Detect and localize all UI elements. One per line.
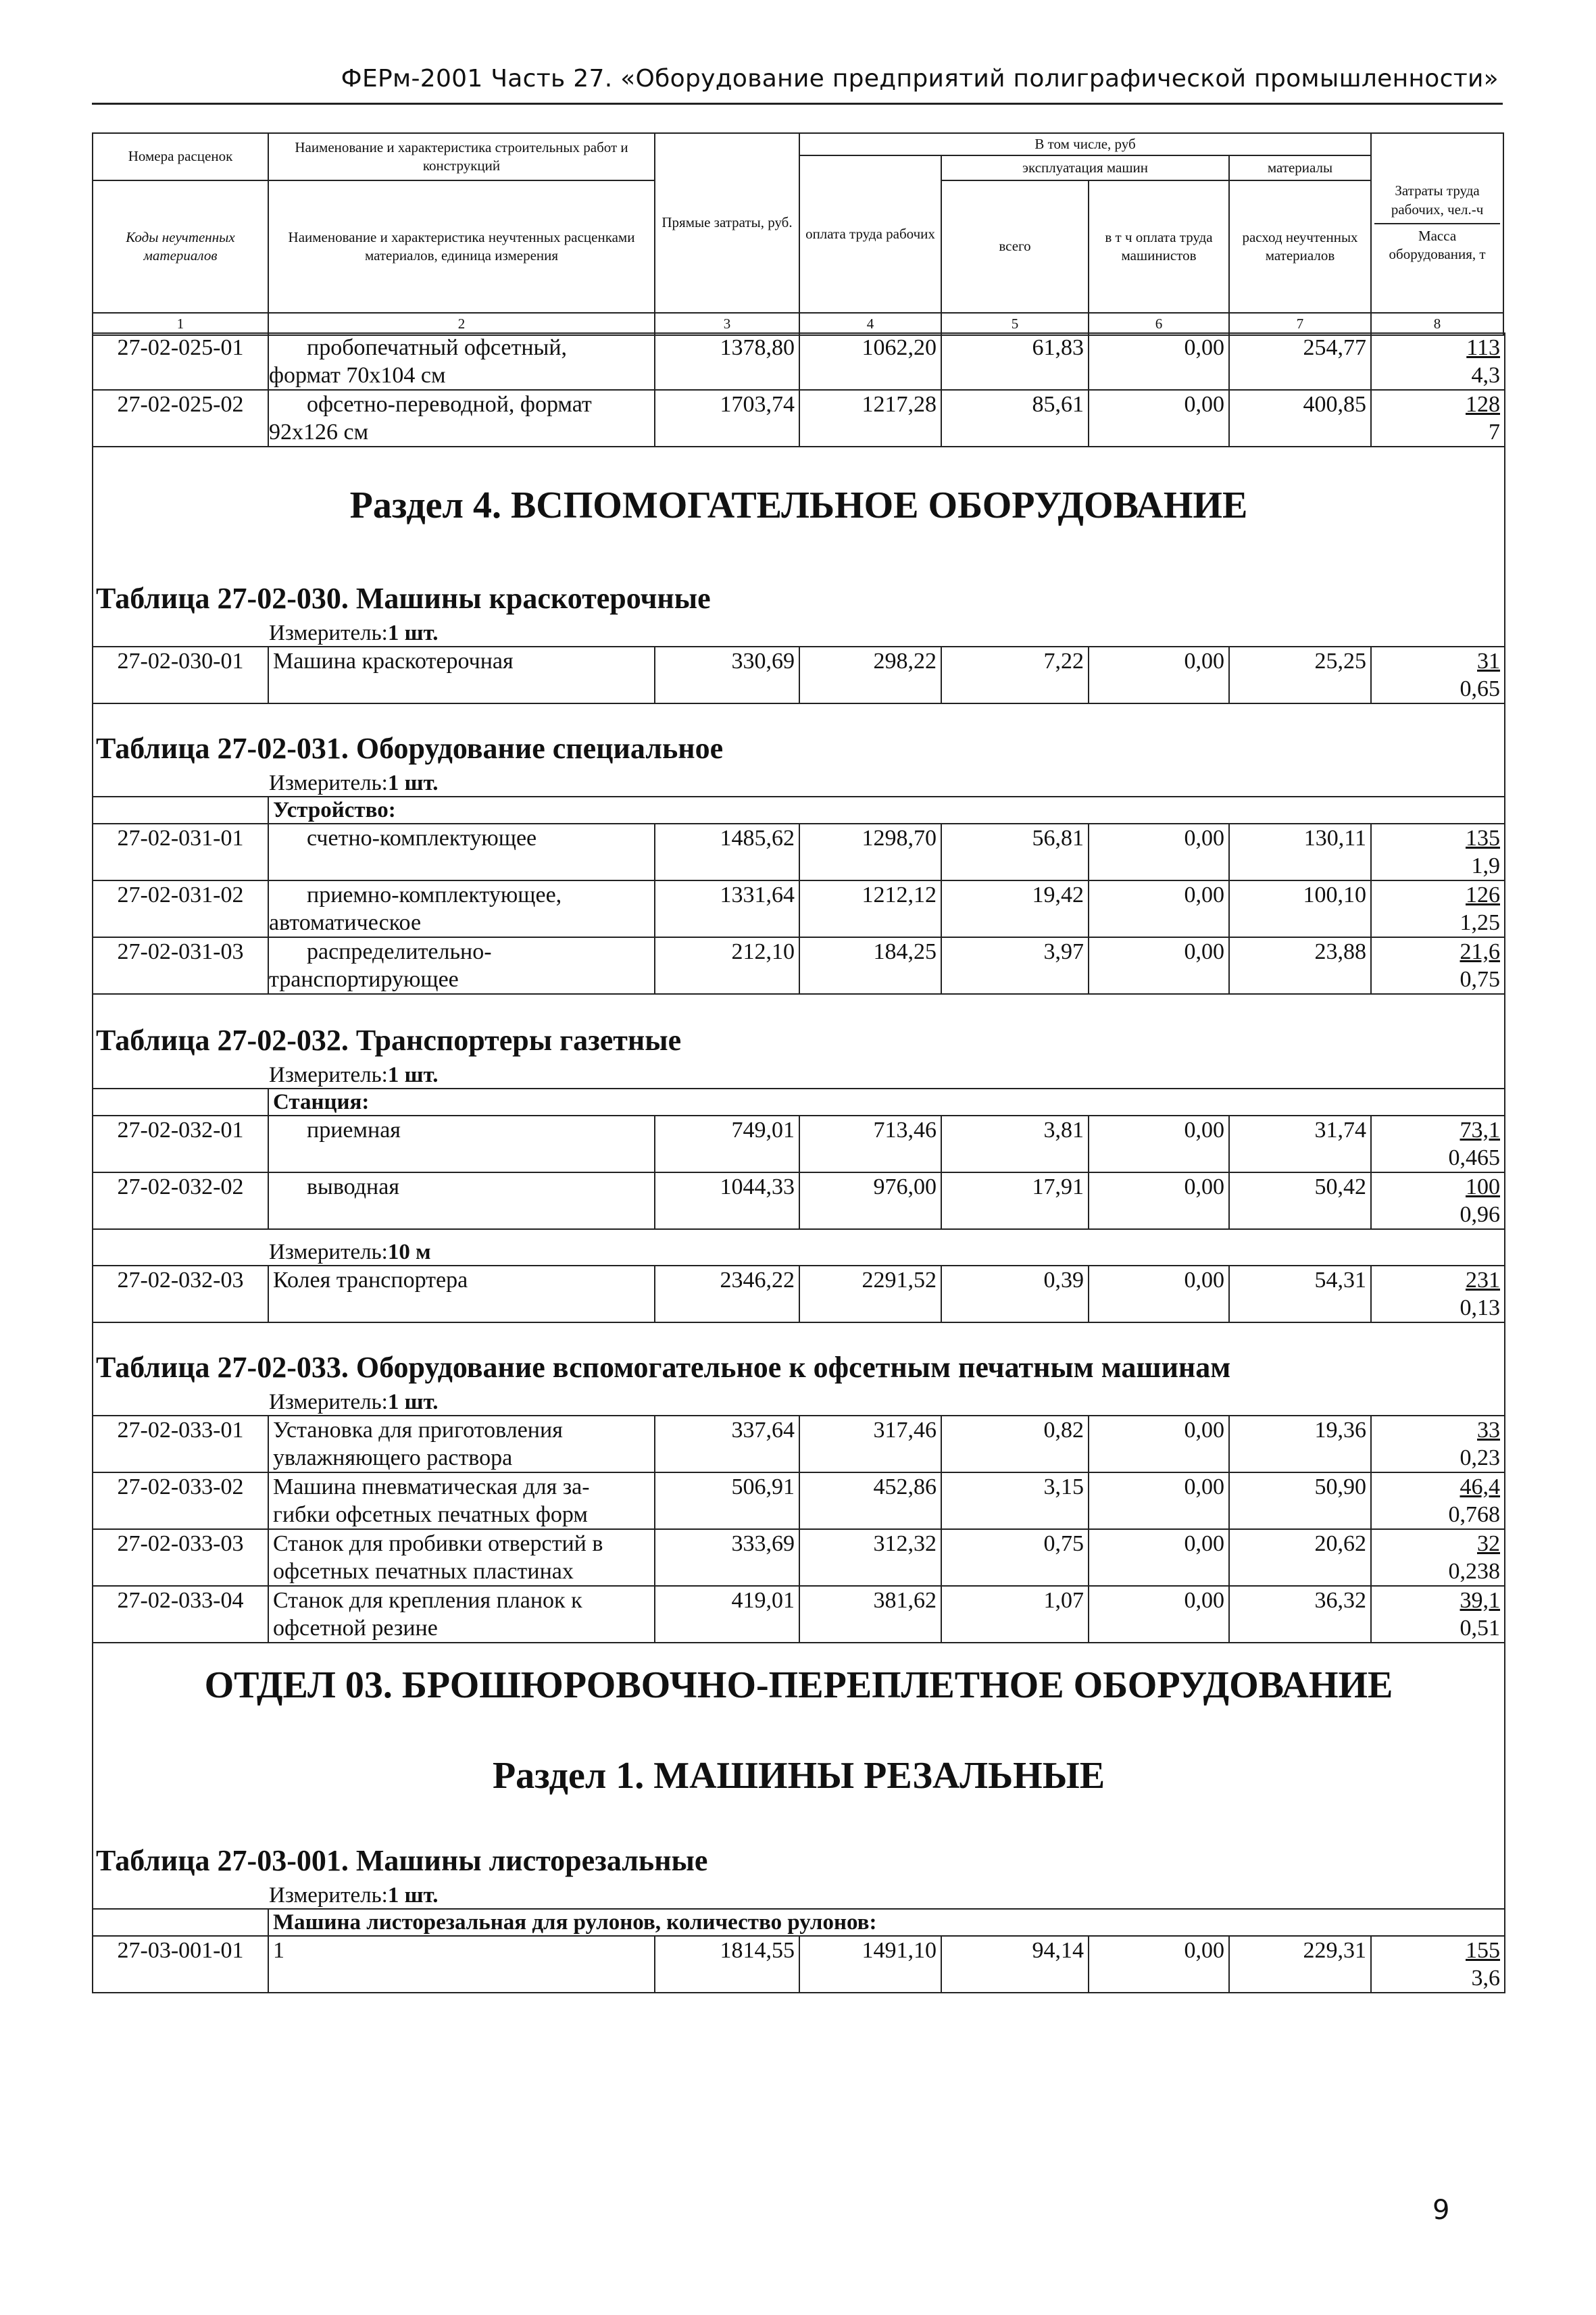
row-name-line1: Станок для крепления планок к <box>273 1588 582 1613</box>
table-row <box>93 1585 1504 1642</box>
hdr-col4: оплата труда рабочих <box>799 155 941 313</box>
machinist-cost: 0,00 <box>1089 938 1230 993</box>
equipment-mass: 0,75 <box>1460 967 1500 992</box>
equipment-mass: 0,465 <box>1448 1145 1500 1170</box>
labor-cost: 312,32 <box>800 1530 942 1585</box>
row-code: 27-02-033-04 <box>93 1587 269 1642</box>
hdr-materials: материалы <box>1229 155 1371 180</box>
labor-hours <box>1376 1530 1500 1558</box>
labor-cost: 452,86 <box>800 1473 942 1528</box>
hours-mass <box>1372 1473 1504 1528</box>
running-header: ФЕРм-2001 Часть 27. «Оборудование предприятий полиграфической промышленности» <box>341 65 1499 93</box>
hdr-num: 7 <box>1229 313 1371 335</box>
measure-label: Измеритель: <box>269 621 388 645</box>
section-heading: Раздел 1. МАШИНЫ РЕЗАЛЬНЫЕ <box>492 1755 1105 1797</box>
machinist-cost: 0,00 <box>1089 881 1230 937</box>
row-name-line1: Колея транспортера <box>273 1268 468 1293</box>
materials-cost: 254,77 <box>1230 334 1372 389</box>
row-name <box>269 1937 655 1992</box>
equipment-mass: 0,238 <box>1448 1559 1500 1584</box>
hours-mass <box>1372 334 1504 389</box>
measure-label: Измеритель: <box>269 1390 388 1414</box>
measure-label: Измеритель: <box>269 771 388 795</box>
labor-cost: 184,25 <box>800 938 942 993</box>
hdr-col1-bottom: Коды неучтенных материалов <box>93 180 268 313</box>
row-name-line2: формат 70х104 см <box>269 363 446 388</box>
machine-cost: 0,39 <box>942 1266 1089 1322</box>
subheading <box>93 1908 1504 1935</box>
machine-cost: 1,07 <box>942 1587 1089 1642</box>
equipment-mass: 1,9 <box>1471 853 1500 878</box>
table-row <box>93 1265 1504 1322</box>
row-name <box>269 1587 655 1642</box>
hdr-machines: эксплуатация машин <box>941 155 1229 180</box>
labor-cost: 976,00 <box>800 1173 942 1228</box>
labor-hours-value: 39,1 <box>1460 1588 1500 1613</box>
table-row <box>93 823 1504 880</box>
row-name <box>269 1116 655 1172</box>
subheading <box>93 1088 1504 1115</box>
table-title: Таблица 27-02-031. Оборудование специальное <box>96 732 724 765</box>
machinist-cost: 0,00 <box>1089 1587 1230 1642</box>
row-name-line1: приемная <box>307 1118 401 1143</box>
labor-hours-value: 33 <box>1477 1418 1500 1443</box>
row-code: 27-02-030-01 <box>93 647 269 703</box>
equipment-mass: 0,65 <box>1460 676 1500 701</box>
hdr-num: 3 <box>655 313 799 335</box>
machine-cost: 56,81 <box>942 824 1089 880</box>
hours-mass <box>1372 1266 1504 1322</box>
row-name-line2: офсетных печатных пластинах <box>273 1559 574 1584</box>
machinist-cost: 0,00 <box>1089 1416 1230 1472</box>
machinist-cost: 0,00 <box>1089 1266 1230 1322</box>
table-row <box>93 646 1504 703</box>
labor-hours-value: 231 <box>1466 1268 1500 1293</box>
row-name <box>269 1173 655 1228</box>
direct-cost: 1703,74 <box>655 391 800 446</box>
row-code: 27-02-031-03 <box>93 938 269 993</box>
hdr-group: В том числе, руб <box>799 133 1371 155</box>
materials-cost: 54,31 <box>1230 1266 1372 1322</box>
labor-hours-value: 21,6 <box>1460 939 1500 964</box>
measure-value: 10 м <box>387 1240 431 1264</box>
labor-hours <box>1376 938 1500 966</box>
machine-cost: 0,82 <box>942 1416 1089 1472</box>
hours-mass <box>1372 938 1504 993</box>
machine-cost: 3,97 <box>942 938 1089 993</box>
direct-cost: 749,01 <box>655 1116 800 1172</box>
row-code: 27-02-033-02 <box>93 1473 269 1528</box>
row-code: 27-02-025-02 <box>93 391 269 446</box>
section-heading: Раздел 4. ВСПОМОГАТЕЛЬНОЕ ОБОРУДОВАНИЕ <box>349 484 1248 526</box>
row-name <box>269 824 655 880</box>
hdr-num: 6 <box>1089 313 1229 335</box>
labor-cost: 2291,52 <box>800 1266 942 1322</box>
row-code: 27-03-001-01 <box>93 1937 269 1992</box>
table-title: Таблица 27-02-032. Транспортеры газетные <box>96 1024 682 1057</box>
hdr-col2-bottom: Наименование и характеристика неучтенных расценками материалов, единица измерения <box>268 180 655 313</box>
machine-cost: 94,14 <box>942 1937 1089 1992</box>
row-code: 27-02-025-01 <box>93 334 269 389</box>
labor-cost: 381,62 <box>800 1587 942 1642</box>
row-code: 27-02-033-03 <box>93 1530 269 1585</box>
equipment-mass: 1,25 <box>1460 910 1500 935</box>
materials-cost: 23,88 <box>1230 938 1372 993</box>
machinist-cost: 0,00 <box>1089 391 1230 446</box>
row-code: 27-02-033-01 <box>93 1416 269 1472</box>
row-code: 27-02-032-01 <box>93 1116 269 1172</box>
measure-unit <box>93 1228 1504 1265</box>
measure-label: Измеритель: <box>269 1883 388 1908</box>
labor-cost: 1212,12 <box>800 881 942 937</box>
labor-cost: 317,46 <box>800 1416 942 1472</box>
labor-hours-value: 46,4 <box>1460 1474 1500 1499</box>
hours-mass <box>1372 1587 1504 1642</box>
direct-cost: 1814,55 <box>655 1937 800 1992</box>
table-title: Таблица 27-02-030. Машины краскотерочные <box>96 582 711 615</box>
materials-cost: 20,62 <box>1230 1530 1372 1585</box>
row-code: 27-02-032-02 <box>93 1173 269 1228</box>
direct-cost: 1044,33 <box>655 1173 800 1228</box>
direct-cost: 1331,64 <box>655 881 800 937</box>
row-name-line1: 1 <box>273 1938 284 1963</box>
table-row <box>93 389 1504 446</box>
labor-hours-value: 31 <box>1477 649 1500 674</box>
direct-cost: 330,69 <box>655 647 800 703</box>
table-row <box>93 332 1504 389</box>
labor-hours <box>1376 1937 1500 1964</box>
labor-hours <box>1376 391 1500 418</box>
labor-hours-value: 128 <box>1466 392 1500 417</box>
direct-cost: 419,01 <box>655 1587 800 1642</box>
hdr-num: 2 <box>268 313 655 335</box>
hdr-col5: всего <box>941 180 1089 313</box>
labor-hours <box>1376 1116 1500 1144</box>
labor-hours <box>1376 1473 1500 1501</box>
materials-cost: 25,25 <box>1230 647 1372 703</box>
row-name <box>269 881 655 937</box>
hours-mass <box>1372 1116 1504 1172</box>
subheading-text: Станция: <box>273 1090 370 1114</box>
machinist-cost: 0,00 <box>1089 1116 1230 1172</box>
direct-cost: 1378,80 <box>655 334 800 389</box>
machine-cost: 19,42 <box>942 881 1089 937</box>
labor-cost: 713,46 <box>800 1116 942 1172</box>
materials-cost: 100,10 <box>1230 881 1372 937</box>
equipment-mass: 0,13 <box>1460 1295 1500 1320</box>
row-name-line2: увлажняющего раствора <box>273 1445 513 1470</box>
subheading <box>93 796 1504 823</box>
hours-mass <box>1372 824 1504 880</box>
machine-cost: 61,83 <box>942 334 1089 389</box>
labor-hours-value: 155 <box>1466 1938 1500 1963</box>
subheading-text: Устройство: <box>273 798 396 822</box>
machine-cost: 3,81 <box>942 1116 1089 1172</box>
machine-cost: 3,15 <box>942 1473 1089 1528</box>
machine-cost: 7,22 <box>942 647 1089 703</box>
row-code: 27-02-031-02 <box>93 881 269 937</box>
materials-cost: 229,31 <box>1230 1937 1372 1992</box>
equipment-mass: 0,768 <box>1448 1502 1500 1527</box>
table-title: Таблица 27-03-001. Машины листорезальные <box>96 1844 708 1877</box>
row-name <box>269 334 655 389</box>
hours-mass <box>1372 1530 1504 1585</box>
hdr-col1-top: Номера расценок <box>93 133 268 180</box>
measure-unit <box>93 1055 1504 1088</box>
materials-cost: 36,32 <box>1230 1587 1372 1642</box>
row-name-line2: гибки офсетных печатных форм <box>273 1502 588 1527</box>
materials-cost: 19,36 <box>1230 1416 1372 1472</box>
equipment-mass: 3,6 <box>1471 1966 1500 1991</box>
labor-hours-value: 126 <box>1466 882 1500 907</box>
hdr-col3: Прямые затраты, руб. <box>655 133 799 313</box>
hdr-num: 8 <box>1371 313 1503 335</box>
column-header-table <box>92 132 1504 336</box>
labor-hours <box>1376 647 1500 675</box>
row-name-line1: Станок для пробивки отверстий в <box>273 1531 603 1556</box>
direct-cost: 506,91 <box>655 1473 800 1528</box>
table-row <box>93 1528 1504 1585</box>
materials-cost: 50,42 <box>1230 1173 1372 1228</box>
direct-cost: 1485,62 <box>655 824 800 880</box>
machinist-cost: 0,00 <box>1089 1937 1230 1992</box>
header-rule <box>92 103 1503 105</box>
row-name <box>269 938 655 993</box>
table-row <box>93 880 1504 937</box>
machine-cost: 85,61 <box>942 391 1089 446</box>
hours-mass <box>1372 647 1504 703</box>
hours-mass <box>1372 1173 1504 1228</box>
labor-hours <box>1376 1587 1500 1614</box>
row-name-line1: приемно-комплектующее, <box>307 882 562 907</box>
row-name <box>269 647 655 703</box>
labor-hours <box>1376 334 1500 362</box>
labor-cost: 1491,10 <box>800 1937 942 1992</box>
measure-value: 1 шт. <box>387 1390 439 1414</box>
row-code: 27-02-031-01 <box>93 824 269 880</box>
row-name <box>269 1266 655 1322</box>
machinist-cost: 0,00 <box>1089 1173 1230 1228</box>
labor-hours-value: 73,1 <box>1460 1118 1500 1143</box>
page-number: 9 <box>1432 2195 1450 2226</box>
materials-cost: 130,11 <box>1230 824 1372 880</box>
equipment-mass: 0,51 <box>1460 1616 1500 1641</box>
table-row <box>93 1935 1504 1992</box>
row-name-line1: распределительно- <box>307 939 492 964</box>
direct-cost: 212,10 <box>655 938 800 993</box>
machinist-cost: 0,00 <box>1089 1530 1230 1585</box>
labor-cost: 1217,28 <box>800 391 942 446</box>
price-table-body <box>92 332 1505 1993</box>
equipment-mass: 4,3 <box>1471 363 1500 388</box>
labor-hours-value: 113 <box>1466 335 1500 360</box>
labor-hours <box>1376 824 1500 852</box>
measure-unit <box>93 764 1504 796</box>
labor-cost: 1062,20 <box>800 334 942 389</box>
row-name-line2: автоматическое <box>269 910 422 935</box>
row-name <box>269 391 655 446</box>
hdr-col7: расход неучтенных материалов <box>1229 180 1371 313</box>
machine-cost: 17,91 <box>942 1173 1089 1228</box>
row-name-line1: Установка для приготовления <box>273 1418 563 1443</box>
hdr-col2-top: Наименование и характеристика строительных работ и конструкций <box>268 133 655 180</box>
row-name <box>269 1473 655 1528</box>
direct-cost: 2346,22 <box>655 1266 800 1322</box>
department-heading: ОТДЕЛ 03. БРОШЮРОВОЧНО-ПЕРЕПЛЕТНОЕ ОБОРУДОВАНИЕ <box>204 1664 1393 1706</box>
labor-hours <box>1376 881 1500 909</box>
hdr-col8-bottom: Масса оборудования, т <box>1389 228 1486 263</box>
labor-hours-value: 100 <box>1466 1174 1500 1199</box>
table-title: Таблица 27-02-033. Оборудование вспомогательное к офсетным печатным машинам <box>96 1351 1231 1384</box>
labor-hours <box>1376 1173 1500 1201</box>
machinist-cost: 0,00 <box>1089 1473 1230 1528</box>
table-row <box>93 1115 1504 1172</box>
hdr-col6: в т ч оплата труда машинистов <box>1089 180 1229 313</box>
table-row <box>93 1172 1504 1228</box>
row-name-line1: Машина пневматическая для за- <box>273 1474 590 1499</box>
hdr-col8 <box>1371 133 1503 313</box>
measure-unit <box>93 1876 1504 1908</box>
materials-cost: 400,85 <box>1230 391 1372 446</box>
row-code: 27-02-032-03 <box>93 1266 269 1322</box>
machinist-cost: 0,00 <box>1089 647 1230 703</box>
hdr-num: 1 <box>93 313 268 335</box>
equipment-mass: 7 <box>1489 420 1500 445</box>
hdr-num: 4 <box>799 313 941 335</box>
machine-cost: 0,75 <box>942 1530 1089 1585</box>
hdr-col8-top: Затраты труда рабочих, чел.-ч <box>1391 182 1484 218</box>
row-name-line1: офсетно-переводной, формат <box>307 392 592 417</box>
machinist-cost: 0,00 <box>1089 334 1230 389</box>
row-name-line1: счетно-комплектующее <box>307 826 537 851</box>
labor-cost: 1298,70 <box>800 824 942 880</box>
labor-cost: 298,22 <box>800 647 942 703</box>
hours-mass <box>1372 1416 1504 1472</box>
direct-cost: 337,64 <box>655 1416 800 1472</box>
measure-value: 1 шт. <box>387 1883 439 1908</box>
measure-label: Измеритель: <box>269 1240 388 1264</box>
measure-value: 1 шт. <box>387 1063 439 1087</box>
row-name-line2: транспортирующее <box>269 967 459 992</box>
table-row <box>93 1415 1504 1472</box>
table-row <box>93 937 1504 993</box>
row-name <box>269 1530 655 1585</box>
labor-hours <box>1376 1416 1500 1444</box>
labor-hours-value: 32 <box>1477 1531 1500 1556</box>
hours-mass <box>1372 391 1504 446</box>
direct-cost: 333,69 <box>655 1530 800 1585</box>
hdr-num: 5 <box>941 313 1089 335</box>
machinist-cost: 0,00 <box>1089 824 1230 880</box>
table-row <box>93 1472 1504 1528</box>
row-name-line2: офсетной резине <box>273 1616 438 1641</box>
equipment-mass: 0,96 <box>1460 1202 1500 1227</box>
measure-unit <box>93 1383 1504 1415</box>
labor-hours <box>1376 1266 1500 1294</box>
hours-mass <box>1372 881 1504 937</box>
equipment-mass: 0,23 <box>1460 1445 1500 1470</box>
measure-label: Измеритель: <box>269 1063 388 1087</box>
measure-value: 1 шт. <box>387 621 439 645</box>
labor-hours-value: 135 <box>1466 826 1500 851</box>
hours-mass <box>1372 1937 1504 1992</box>
row-name <box>269 1416 655 1472</box>
row-name-line1: выводная <box>307 1174 399 1199</box>
row-name-line1: пробопечатный офсетный, <box>307 335 568 360</box>
subheading-text: Машина листорезальная для рулонов, количество рулонов: <box>273 1910 877 1935</box>
measure-unit <box>93 614 1504 646</box>
materials-cost: 31,74 <box>1230 1116 1372 1172</box>
row-name-line1: Машина краскотерочная <box>273 649 514 674</box>
measure-value: 1 шт. <box>387 771 439 795</box>
row-name-line2: 92х126 см <box>269 420 369 445</box>
materials-cost: 50,90 <box>1230 1473 1372 1528</box>
